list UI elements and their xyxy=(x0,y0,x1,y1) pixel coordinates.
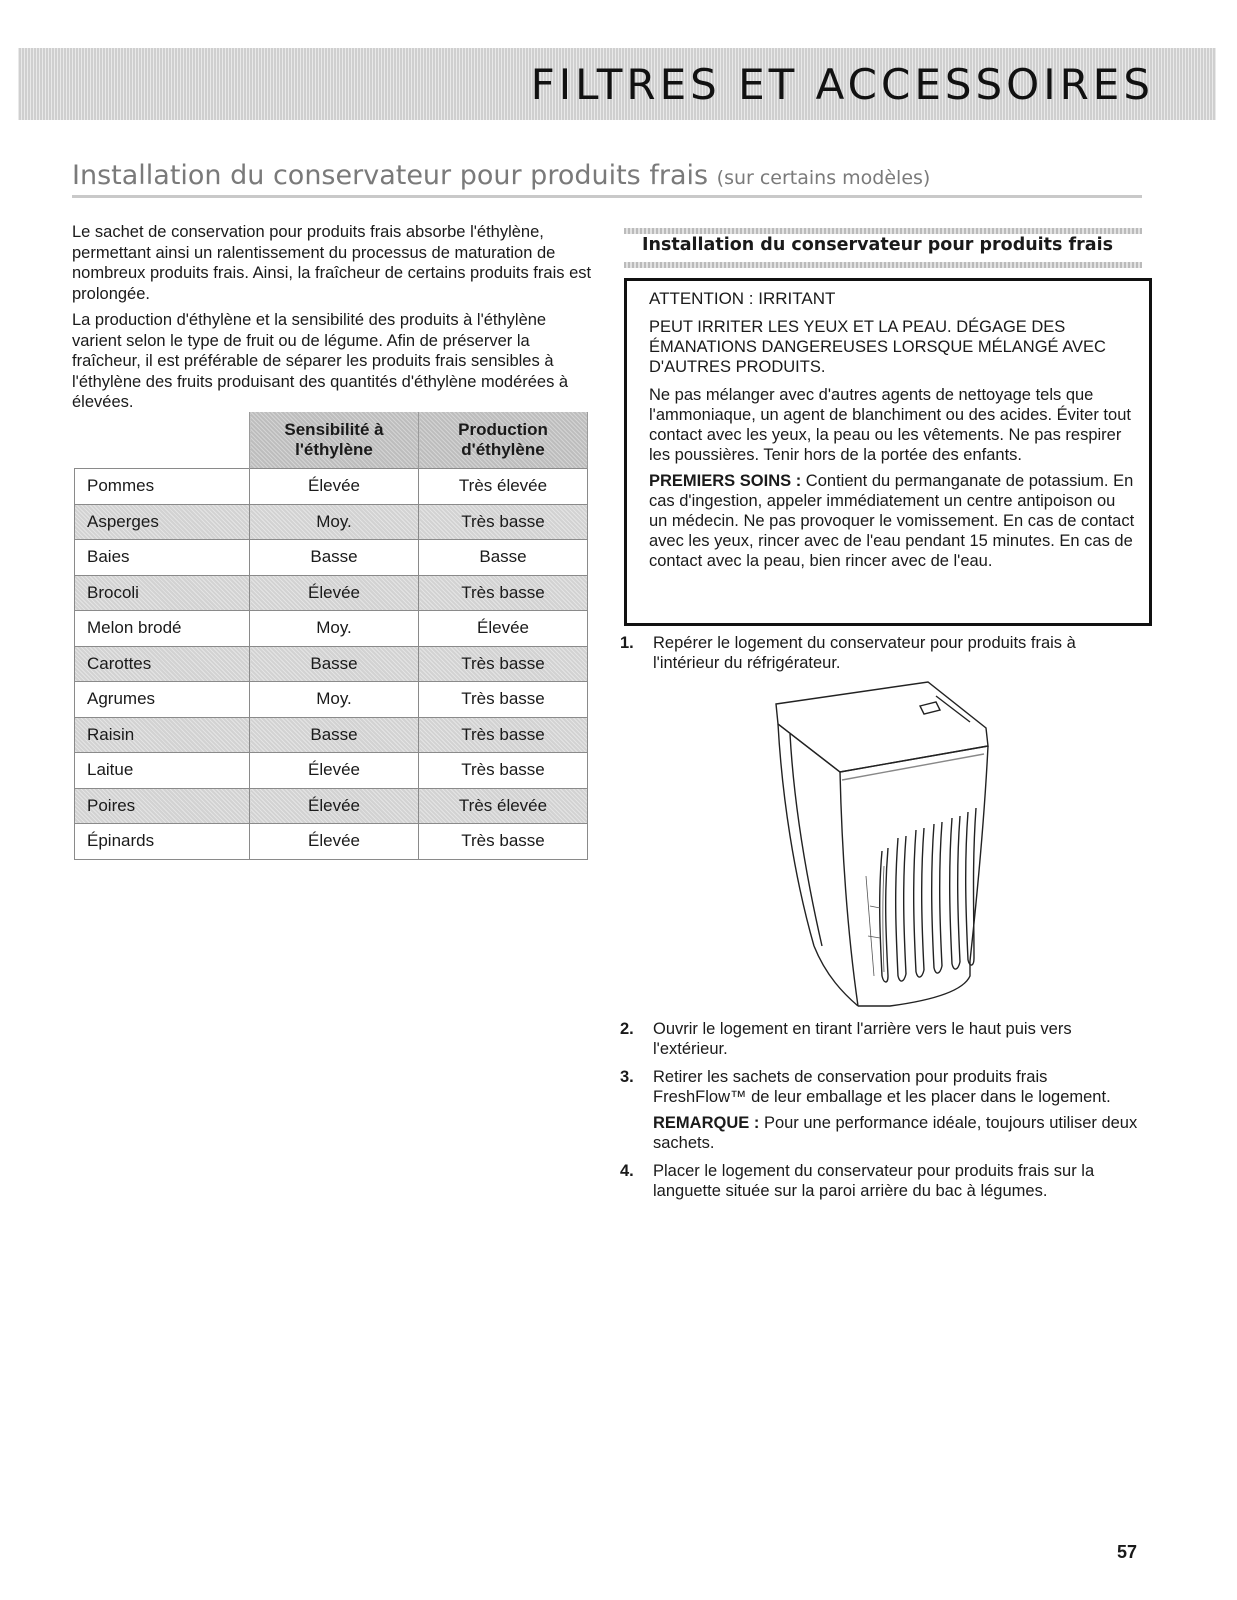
warning-title: ATTENTION : IRRITANT xyxy=(649,289,836,308)
table-row xyxy=(75,575,588,611)
header-banner xyxy=(18,48,1216,120)
section-divider xyxy=(72,195,1142,198)
production-value: Très élevée xyxy=(419,469,588,505)
table-row xyxy=(75,788,588,824)
produce-name: Raisin xyxy=(75,717,250,753)
section-title-text: Installation du conservateur pour produits frais xyxy=(72,160,709,191)
production-value: Très élevée xyxy=(419,788,588,824)
step-number: 3. xyxy=(620,1068,634,1086)
table-row xyxy=(75,646,588,682)
step-note xyxy=(653,1113,1140,1153)
first-aid-label: PREMIERS SOINS : xyxy=(649,472,802,490)
subsection-rule-bottom xyxy=(624,262,1142,268)
step-item xyxy=(620,1067,1140,1153)
produce-name: Épinards xyxy=(75,824,250,860)
first-aid-text: Contient du permanganate de potassium. En cas d'ingestion, appeler immédiatement un centre antipoison ou un médecin. Ne pas provoquer le vomissement. En cas de contact avec les yeux, rincer avec de l'eau pendant 15 minutes. En cas de contact avec la peau, bien rincer avec de l'eau. xyxy=(649,472,1135,570)
ethylene-table xyxy=(74,412,588,860)
intro-paragraph: Le sachet de conservation pour produits frais absorbe l'éthylène, permettant ainsi un ralentissement du processus de maturation de nombreux produits frais. Ainsi, la fraîcheur de certains produits frais est prolongée. xyxy=(72,223,592,303)
step-text: Retirer les sachets de conservation pour produits frais FreshFlow™ de leur emballage et les placer dans le logement. xyxy=(653,1068,1111,1106)
table-row xyxy=(75,540,588,576)
sensitivity-value: Moy. xyxy=(250,611,419,647)
produce-name: Asperges xyxy=(75,504,250,540)
sensitivity-value: Élevée xyxy=(250,788,419,824)
step-item xyxy=(620,633,1130,673)
produce-name: Laitue xyxy=(75,753,250,789)
warning-box xyxy=(624,278,1152,626)
step-item xyxy=(620,1019,1140,1059)
sensitivity-value: Élevée xyxy=(250,469,419,505)
intro-paragraph: La production d'éthylène et la sensibilité des produits à l'éthylène varient selon le type de fruit ou de légume. Afin de préserver la fraîcheur, il est préférable de séparer les produits frais sensibles à l'éthylène des fruits produisant des quantités d'éthylène modérées à élevées. xyxy=(72,311,569,411)
sensitivity-value: Élevée xyxy=(250,575,419,611)
sensitivity-value: Moy. xyxy=(250,682,419,718)
intro-text xyxy=(72,222,600,419)
step-number: 2. xyxy=(620,1020,634,1038)
production-value: Élevée xyxy=(419,611,588,647)
production-value: Très basse xyxy=(419,504,588,540)
production-value: Très basse xyxy=(419,646,588,682)
step-text: Placer le logement du conservateur pour produits frais sur la languette située sur la paroi arrière du bac à légumes. xyxy=(653,1162,1095,1200)
sensitivity-value: Basse xyxy=(250,717,419,753)
sensitivity-value: Élevée xyxy=(250,824,419,860)
table-row xyxy=(75,469,588,505)
production-value: Très basse xyxy=(419,717,588,753)
section-title xyxy=(72,160,930,191)
subsection-heading: Installation du conservateur pour produits frais xyxy=(642,235,1114,255)
produce-name: Melon brodé xyxy=(75,611,250,647)
step-number: 4. xyxy=(620,1162,634,1180)
note-label: REMARQUE : xyxy=(653,1114,760,1132)
warning-caps: PEUT IRRITER LES YEUX ET LA PEAU. DÉGAGE DES ÉMANATIONS DANGEREUSES LORSQUE MÉLANGÉ AVEC D'AUTRES PRODUITS. xyxy=(649,318,1106,376)
step-text: Repérer le logement du conservateur pour produits frais à l'intérieur du réfrigérateur. xyxy=(653,634,1076,672)
page-number: 57 xyxy=(1117,1542,1138,1562)
step-item xyxy=(620,1161,1140,1201)
production-value: Très basse xyxy=(419,824,588,860)
production-value: Très basse xyxy=(419,753,588,789)
step-text: Ouvrir le logement en tirant l'arrière vers le haut puis vers l'extérieur. xyxy=(653,1020,1072,1058)
table-row xyxy=(75,824,588,860)
produce-name: Carottes xyxy=(75,646,250,682)
produce-name: Baies xyxy=(75,540,250,576)
produce-name: Brocoli xyxy=(75,575,250,611)
banner-title: FILTRES ET ACCESSOIRES xyxy=(530,60,1154,109)
production-value: Basse xyxy=(419,540,588,576)
table-header-production: Production d'éthylène xyxy=(419,412,588,469)
step-number: 1. xyxy=(620,634,634,652)
produce-name: Agrumes xyxy=(75,682,250,718)
table-row xyxy=(75,504,588,540)
warning-body: Ne pas mélanger avec d'autres agents de nettoyage tels que l'ammoniaque, un agent de blanchiment ou des acides. Éviter tout contact avec les yeux, la peau ou les vêtements. Ne pas respirer les poussières. Tenir hors de la portée des enfants. xyxy=(649,386,1131,464)
production-value: Très basse xyxy=(419,682,588,718)
step-list-1 xyxy=(620,633,1130,681)
note-text: Pour une performance idéale, toujours utiliser deux sachets. xyxy=(653,1114,1138,1152)
table-row xyxy=(75,611,588,647)
first-aid xyxy=(649,471,1135,571)
crisper-housing-illustration xyxy=(770,676,1000,1016)
sensitivity-value: Élevée xyxy=(250,753,419,789)
sensitivity-value: Moy. xyxy=(250,504,419,540)
production-value: Très basse xyxy=(419,575,588,611)
produce-name: Pommes xyxy=(75,469,250,505)
sensitivity-value: Basse xyxy=(250,646,419,682)
table-header-blank xyxy=(75,412,250,469)
table-row xyxy=(75,682,588,718)
section-title-note: (sur certains modèles) xyxy=(716,167,931,189)
produce-name: Poires xyxy=(75,788,250,824)
step-list-2 xyxy=(620,1019,1140,1209)
sensitivity-value: Basse xyxy=(250,540,419,576)
table-header-row xyxy=(75,412,588,469)
subsection-rule-top xyxy=(624,228,1142,234)
table-header-sensitivity: Sensibilité à l'éthylène xyxy=(250,412,419,469)
table-row xyxy=(75,717,588,753)
table-row xyxy=(75,753,588,789)
